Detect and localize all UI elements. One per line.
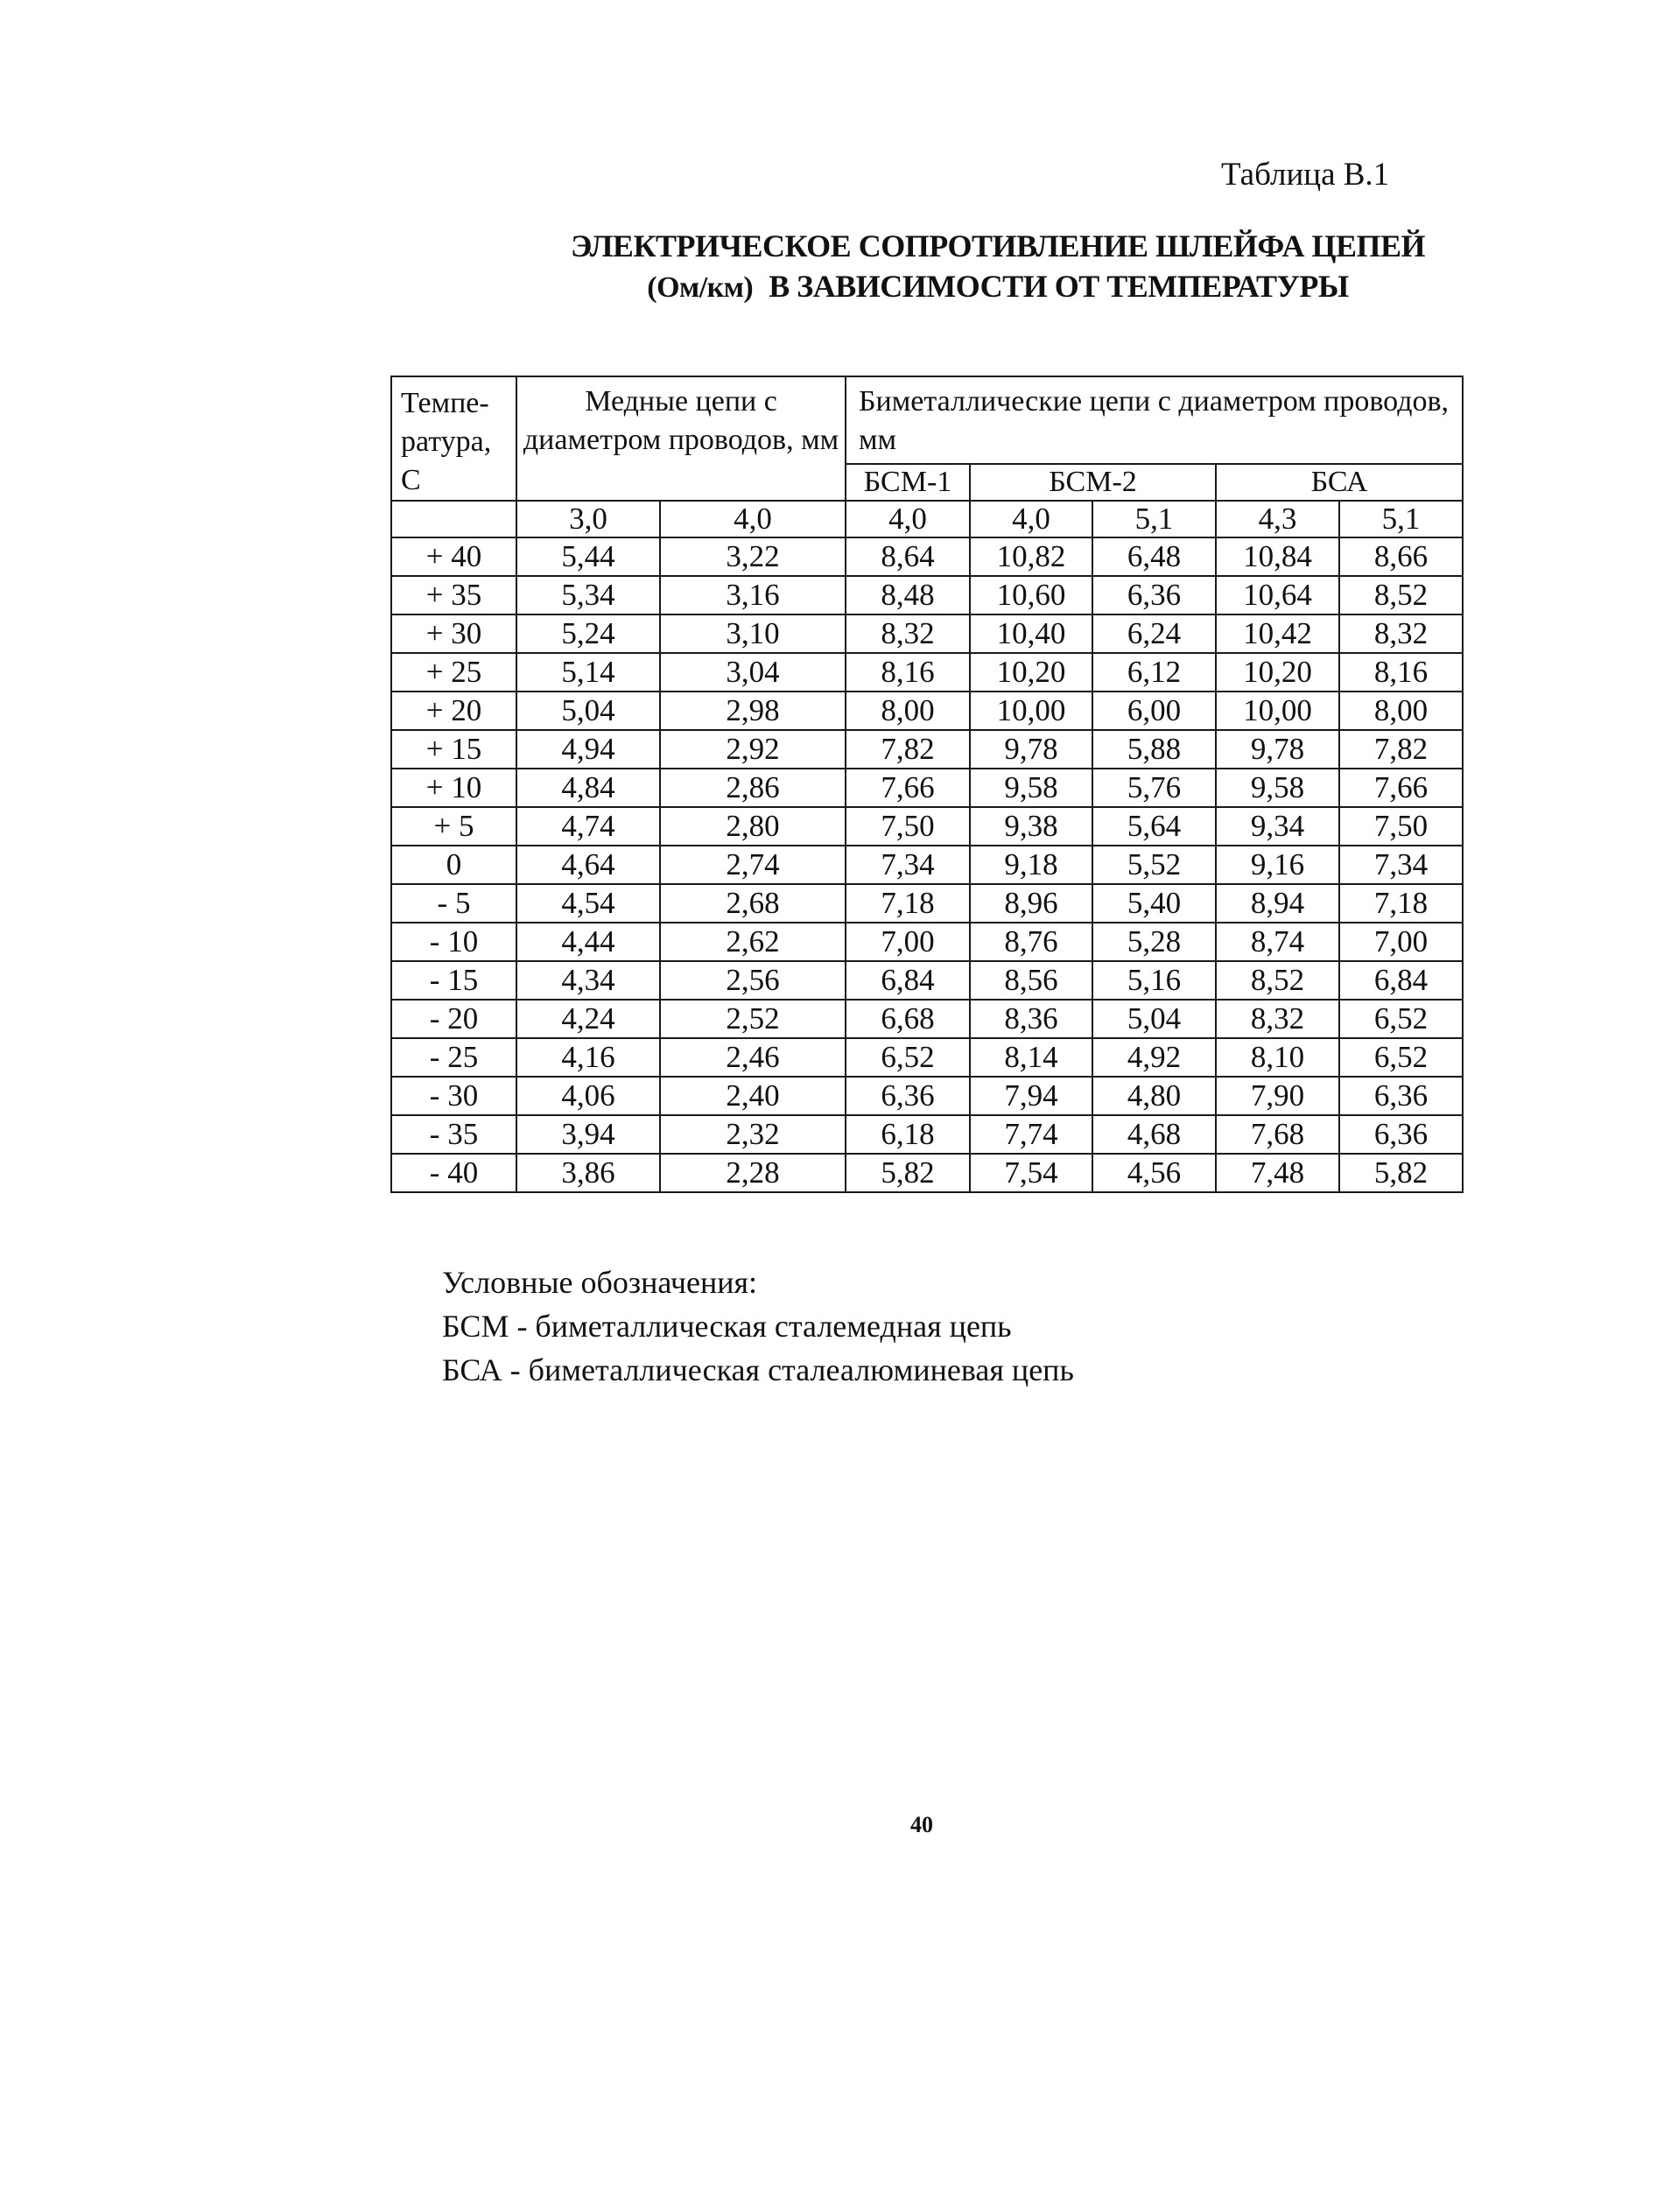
table-row [391, 614, 1463, 653]
resistance-cell: 5,04 [516, 692, 660, 730]
resistance-cell: 8,00 [846, 692, 970, 730]
resistance-cell: 10,42 [1216, 614, 1339, 653]
resistance-cell: 5,64 [1092, 807, 1216, 846]
resistance-cell: 6,52 [846, 1038, 970, 1077]
resistance-cell: 4,34 [516, 961, 660, 1000]
resistance-cell: 8,48 [846, 576, 970, 614]
resistance-cell: 8,00 [1339, 692, 1463, 730]
resistance-cell: 6,36 [1339, 1077, 1463, 1115]
resistance-cell: 10,00 [1216, 692, 1339, 730]
resistance-cell: 2,80 [660, 807, 846, 846]
temperature-cell: - 25 [391, 1038, 516, 1077]
title-line-1: ЭЛЕКТРИЧЕСКОЕ СОПРОТИВЛЕНИЕ ШЛЕЙФА ЦЕПЕЙ [570, 228, 1426, 263]
resistance-cell: 4,92 [1092, 1038, 1216, 1077]
resistance-cell: 6,18 [846, 1115, 970, 1154]
resistance-cell: 10,20 [1216, 653, 1339, 692]
header-copper: Медные цепи с диаметром проводов, мм [516, 376, 846, 501]
resistance-cell: 8,56 [970, 961, 1092, 1000]
resistance-cell: 2,40 [660, 1077, 846, 1115]
temperature-cell: - 35 [391, 1115, 516, 1154]
resistance-cell: 7,48 [1216, 1154, 1339, 1192]
temperature-cell: - 15 [391, 961, 516, 1000]
table-row [391, 807, 1463, 846]
resistance-cell: 6,36 [1339, 1115, 1463, 1154]
resistance-cell: 4,74 [516, 807, 660, 846]
title-line-2-text: В ЗАВИСИМОСТИ ОТ ТЕМПЕРАТУРЫ [769, 269, 1349, 304]
resistance-cell: 2,98 [660, 692, 846, 730]
temperature-cell: + 35 [391, 576, 516, 614]
temperature-cell: - 30 [391, 1077, 516, 1115]
resistance-cell: 7,00 [846, 923, 970, 961]
temperature-cell: + 5 [391, 807, 516, 846]
notes-heading: Условные обозначения: [442, 1265, 758, 1300]
table-row [391, 769, 1463, 807]
resistance-cell: 7,50 [846, 807, 970, 846]
header-diameter-blank [391, 501, 516, 537]
resistance-cell: 7,82 [846, 730, 970, 769]
table-row [391, 730, 1463, 769]
resistance-cell: 7,90 [1216, 1077, 1339, 1115]
resistance-cell: 5,04 [1092, 1000, 1216, 1038]
resistance-cell: 7,94 [970, 1077, 1092, 1115]
resistance-cell: 8,94 [1216, 884, 1339, 923]
resistance-cell: 7,66 [1339, 769, 1463, 807]
resistance-cell: 4,24 [516, 1000, 660, 1038]
temperature-cell: + 25 [391, 653, 516, 692]
resistance-cell: 6,48 [1092, 537, 1216, 576]
resistance-cell: 6,12 [1092, 653, 1216, 692]
resistance-cell: 4,84 [516, 769, 660, 807]
resistance-cell: 2,28 [660, 1154, 846, 1192]
resistance-cell: 6,36 [846, 1077, 970, 1115]
header-diameter: 5,1 [1092, 501, 1216, 537]
resistance-cell: 4,44 [516, 923, 660, 961]
resistance-cell: 7,82 [1339, 730, 1463, 769]
resistance-cell: 5,44 [516, 537, 660, 576]
table-label: Таблица В.1 [1221, 157, 1390, 193]
temperature-cell: - 40 [391, 1154, 516, 1192]
header-diameter: 5,1 [1339, 501, 1463, 537]
table-row [391, 1038, 1463, 1077]
resistance-cell: 2,62 [660, 923, 846, 961]
resistance-cell: 7,66 [846, 769, 970, 807]
header-type-bsa: БСА [1216, 464, 1463, 501]
resistance-cell: 7,68 [1216, 1115, 1339, 1154]
header-type-bsm1: БСМ-1 [846, 464, 970, 501]
header-type-bsm2: БСМ-2 [970, 464, 1216, 501]
resistance-cell: 8,10 [1216, 1038, 1339, 1077]
resistance-cell: 8,74 [1216, 923, 1339, 961]
resistance-cell: 9,78 [1216, 730, 1339, 769]
temperature-cell: 0 [391, 846, 516, 884]
table-body [391, 376, 1463, 1192]
temperature-cell: + 40 [391, 537, 516, 576]
resistance-cell: 5,82 [1339, 1154, 1463, 1192]
resistance-cell: 3,10 [660, 614, 846, 653]
resistance-cell: 9,78 [970, 730, 1092, 769]
legend-notes [442, 1260, 1074, 1392]
header-diameter: 4,3 [1216, 501, 1339, 537]
note-bsm: БСМ - биметаллическая сталемедная цепь [442, 1309, 1012, 1344]
resistance-cell: 8,16 [1339, 653, 1463, 692]
header-temperature: Темпе-ратура, С [391, 376, 516, 501]
resistance-cell: 7,34 [1339, 846, 1463, 884]
resistance-cell: 5,28 [1092, 923, 1216, 961]
resistance-cell: 4,64 [516, 846, 660, 884]
resistance-cell: 3,16 [660, 576, 846, 614]
resistance-cell: 5,14 [516, 653, 660, 692]
resistance-cell: 7,50 [1339, 807, 1463, 846]
header-bimetal: Биметаллические цепи с диаметром проводов, мм [846, 376, 1463, 464]
resistance-cell: 4,80 [1092, 1077, 1216, 1115]
resistance-cell: 4,06 [516, 1077, 660, 1115]
resistance-cell: 7,18 [846, 884, 970, 923]
resistance-cell: 5,40 [1092, 884, 1216, 923]
resistance-cell: 8,64 [846, 537, 970, 576]
table-row [391, 923, 1463, 961]
resistance-cell: 6,36 [1092, 576, 1216, 614]
resistance-cell: 2,74 [660, 846, 846, 884]
table-row [391, 692, 1463, 730]
resistance-cell: 2,92 [660, 730, 846, 769]
table-row [391, 537, 1463, 576]
temperature-cell: + 10 [391, 769, 516, 807]
resistance-cell: 5,24 [516, 614, 660, 653]
resistance-cell: 8,32 [846, 614, 970, 653]
resistance-table [390, 376, 1464, 1193]
temperature-cell: + 20 [391, 692, 516, 730]
resistance-cell: 8,14 [970, 1038, 1092, 1077]
temperature-cell: - 10 [391, 923, 516, 961]
resistance-cell: 8,96 [970, 884, 1092, 923]
temperature-cell: - 5 [391, 884, 516, 923]
temperature-cell: - 20 [391, 1000, 516, 1038]
table-row [391, 1154, 1463, 1192]
resistance-cell: 6,84 [846, 961, 970, 1000]
table-row [391, 653, 1463, 692]
resistance-cell: 2,56 [660, 961, 846, 1000]
resistance-cell: 4,16 [516, 1038, 660, 1077]
header-row-diameters [391, 501, 1463, 537]
title-line-2 [525, 266, 1471, 308]
title-unit: (Ом/км) [647, 271, 754, 304]
table-row [391, 1115, 1463, 1154]
resistance-cell: 6,00 [1092, 692, 1216, 730]
resistance-cell: 10,84 [1216, 537, 1339, 576]
resistance-cell: 6,68 [846, 1000, 970, 1038]
resistance-cell: 10,64 [1216, 576, 1339, 614]
resistance-cell: 3,22 [660, 537, 846, 576]
resistance-cell: 10,82 [970, 537, 1092, 576]
resistance-cell: 7,74 [970, 1115, 1092, 1154]
resistance-cell: 5,16 [1092, 961, 1216, 1000]
resistance-cell: 6,24 [1092, 614, 1216, 653]
resistance-cell: 8,52 [1339, 576, 1463, 614]
resistance-cell: 6,84 [1339, 961, 1463, 1000]
header-diameter: 4,0 [660, 501, 846, 537]
resistance-cell: 3,86 [516, 1154, 660, 1192]
resistance-cell: 10,60 [970, 576, 1092, 614]
resistance-cell: 6,52 [1339, 1038, 1463, 1077]
resistance-cell: 8,76 [970, 923, 1092, 961]
resistance-cell: 5,88 [1092, 730, 1216, 769]
resistance-cell: 8,32 [1339, 614, 1463, 653]
table-title [525, 226, 1471, 308]
resistance-cell: 5,76 [1092, 769, 1216, 807]
table-row [391, 1077, 1463, 1115]
resistance-cell: 5,34 [516, 576, 660, 614]
header-diameter: 4,0 [846, 501, 970, 537]
page-number: 40 [910, 1812, 933, 1837]
resistance-cell: 9,38 [970, 807, 1092, 846]
resistance-cell: 4,56 [1092, 1154, 1216, 1192]
resistance-cell: 7,34 [846, 846, 970, 884]
resistance-cell: 4,68 [1092, 1115, 1216, 1154]
resistance-cell: 3,04 [660, 653, 846, 692]
resistance-cell: 5,52 [1092, 846, 1216, 884]
temperature-cell: + 30 [391, 614, 516, 653]
resistance-cell: 8,32 [1216, 1000, 1339, 1038]
resistance-cell: 2,52 [660, 1000, 846, 1038]
resistance-cell: 6,52 [1339, 1000, 1463, 1038]
resistance-cell: 10,00 [970, 692, 1092, 730]
resistance-cell: 8,52 [1216, 961, 1339, 1000]
table-row [391, 846, 1463, 884]
note-bsa: БСА - биметаллическая сталеалюминевая цепь [442, 1352, 1074, 1387]
resistance-cell: 7,18 [1339, 884, 1463, 923]
temperature-cell: + 15 [391, 730, 516, 769]
header-diameter: 4,0 [970, 501, 1092, 537]
resistance-cell: 3,94 [516, 1115, 660, 1154]
resistance-cell: 2,86 [660, 769, 846, 807]
resistance-cell: 10,40 [970, 614, 1092, 653]
resistance-cell: 8,36 [970, 1000, 1092, 1038]
resistance-cell: 7,00 [1339, 923, 1463, 961]
header-diameter: 3,0 [516, 501, 660, 537]
table-row [391, 576, 1463, 614]
resistance-cell: 9,16 [1216, 846, 1339, 884]
table-row [391, 961, 1463, 1000]
resistance-cell: 9,58 [970, 769, 1092, 807]
resistance-cell: 4,54 [516, 884, 660, 923]
resistance-cell: 4,94 [516, 730, 660, 769]
table-row [391, 884, 1463, 923]
resistance-cell: 7,54 [970, 1154, 1092, 1192]
table-row [391, 1000, 1463, 1038]
resistance-cell: 5,82 [846, 1154, 970, 1192]
resistance-cell: 2,68 [660, 884, 846, 923]
resistance-cell: 9,58 [1216, 769, 1339, 807]
resistance-cell: 2,32 [660, 1115, 846, 1154]
resistance-cell: 9,34 [1216, 807, 1339, 846]
resistance-cell: 8,16 [846, 653, 970, 692]
resistance-cell: 2,46 [660, 1038, 846, 1077]
resistance-cell: 9,18 [970, 846, 1092, 884]
resistance-cell: 8,66 [1339, 537, 1463, 576]
resistance-cell: 10,20 [970, 653, 1092, 692]
